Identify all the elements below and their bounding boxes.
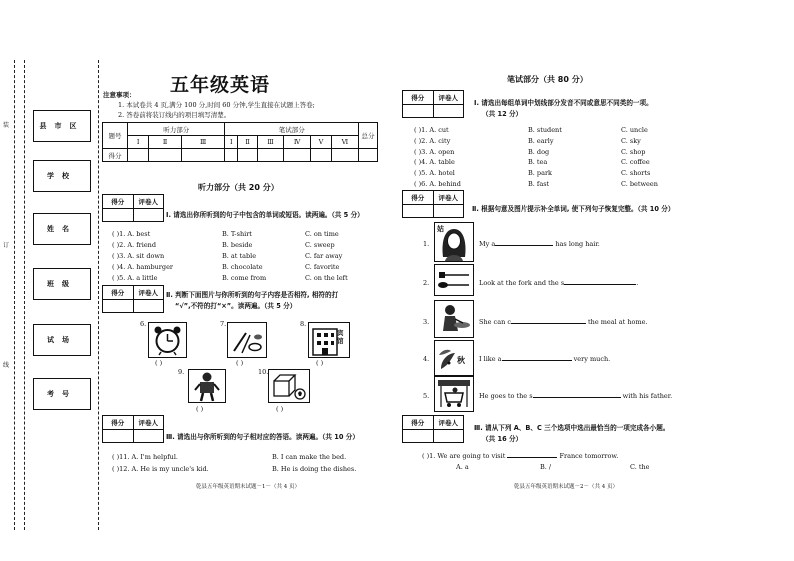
list-item: ( )4. A. hamburger bbox=[112, 263, 174, 271]
score-box: 得分 评卷人 bbox=[102, 415, 164, 443]
list-item: ( )5. A. hotel bbox=[414, 169, 455, 177]
list-item: ( )11. A. I'm helpful. bbox=[112, 453, 178, 461]
cut-label: 线 bbox=[3, 362, 10, 369]
note-1: 1. 本试卷共 4 页,满分 100 分,时间 60 分钟,学生直接在试题上答卷; bbox=[118, 101, 315, 109]
score-box: 得分 评卷人 bbox=[102, 194, 164, 222]
score-table: 题号 听力部分 笔试部分 总分 Ⅰ Ⅱ Ⅲ Ⅰ Ⅱ Ⅲ Ⅳ Ⅴ Ⅵ 得分 bbox=[102, 122, 378, 162]
writing-header: 笔试部分（共 80 分） bbox=[507, 75, 588, 84]
list-item: ( )2. A. city bbox=[414, 137, 451, 145]
blank[interactable] bbox=[495, 245, 553, 246]
answer-paren[interactable]: ( ) bbox=[276, 405, 284, 413]
listening-header: 听力部分（共 20 分） bbox=[198, 183, 279, 192]
fill-sentence: He goes to the s with his father. bbox=[479, 392, 673, 400]
supermarket-picture bbox=[434, 376, 474, 412]
box-and-ball-picture bbox=[268, 369, 310, 403]
aunt-picture: 姑 bbox=[434, 222, 474, 262]
field-name[interactable]: 姓名 bbox=[33, 213, 91, 245]
answer-paren[interactable]: ( ) bbox=[155, 359, 163, 367]
cut-label: 装 bbox=[3, 122, 10, 129]
blank[interactable] bbox=[533, 397, 621, 398]
section-instruction: Ⅰ. 请选出每组单词中划线部分发音不同或意思不同类的一项。 bbox=[474, 99, 653, 107]
section-instruction: Ⅱ. 根据句意及图片提示补全单词, 使下列句子恢复完整。（共 10 分） bbox=[472, 205, 675, 213]
field-exam-no[interactable]: 考号 bbox=[33, 378, 91, 410]
row-label-score: 得分 bbox=[103, 149, 128, 162]
fill-sentence: Look at the fork and the s . bbox=[479, 279, 639, 287]
fill-sentence: She can c the meal at home. bbox=[479, 318, 648, 326]
shopping-cart-icon bbox=[435, 377, 473, 411]
boy-icon bbox=[189, 370, 225, 402]
autumn-picture: 秋 bbox=[434, 340, 474, 376]
list-item: ( )3. A. open bbox=[414, 148, 455, 156]
autumn-leaf-icon bbox=[435, 341, 473, 375]
blank[interactable] bbox=[502, 360, 572, 361]
field-room[interactable]: 试场 bbox=[33, 324, 91, 356]
list-item: ( )1. A. best bbox=[112, 230, 151, 238]
fork-and-spoon-picture bbox=[434, 264, 474, 296]
section-instruction: Ⅲ. 请从下列 A、B、C 三个选项中选出最恰当的一项完成各小题。 bbox=[474, 424, 670, 432]
answer-paren[interactable]: ( ) bbox=[236, 359, 244, 367]
page-title: 五年级英语 bbox=[170, 74, 271, 96]
hotel-picture bbox=[308, 322, 350, 358]
section-instruction: Ⅲ. 请选出与你所听到的句子相对应的答语。读两遍。（共 10 分） bbox=[166, 433, 359, 441]
cook-icon bbox=[435, 301, 473, 337]
section-points: （共 12 分） bbox=[482, 110, 523, 118]
boy-picture bbox=[188, 369, 226, 403]
answer-paren[interactable]: ( ) bbox=[196, 405, 204, 413]
list-item: ( )1. A. cut bbox=[414, 126, 449, 134]
cut-label: 订 bbox=[3, 242, 10, 249]
list-item: ( )3. A. sit down bbox=[112, 252, 165, 260]
total-label: 总分 bbox=[359, 123, 378, 149]
blank[interactable] bbox=[564, 284, 636, 285]
clock-icon bbox=[149, 323, 186, 357]
list-item: ( )1. We are going to visit France tomorrow. bbox=[422, 452, 619, 460]
score-box: 得分 评卷人 bbox=[102, 285, 164, 313]
page-footer: 乾县五年级英语期末试题－2－（共 4 页） bbox=[514, 484, 618, 490]
row-label-number: 题号 bbox=[103, 123, 128, 149]
notes-title: 注意事项： bbox=[103, 91, 136, 99]
blank[interactable] bbox=[507, 457, 557, 458]
group-writing: 笔试部分 bbox=[225, 123, 359, 136]
page-footer: 乾县五年级英语期末试题－1－（共 4 页） bbox=[196, 484, 300, 490]
field-class[interactable]: 班级 bbox=[33, 268, 91, 300]
scissors-icon bbox=[228, 323, 266, 357]
cooking-picture bbox=[434, 300, 474, 338]
alarm-clock-picture bbox=[148, 322, 187, 358]
scissors-picture bbox=[227, 322, 267, 358]
field-school[interactable]: 学校 bbox=[33, 160, 91, 192]
box-ball-icon bbox=[269, 370, 309, 402]
score-box: 得分 评卷人 bbox=[402, 415, 464, 443]
section-points: （共 16 分） bbox=[482, 435, 523, 443]
list-item: ( )12. A. He is my uncle's kid. bbox=[112, 465, 209, 473]
score-box: 得分 评卷人 bbox=[402, 190, 464, 218]
list-item: ( )2. A. friend bbox=[112, 241, 157, 249]
answer-paren[interactable]: ( ) bbox=[316, 359, 324, 367]
fill-sentence: My a has long hair. bbox=[479, 240, 600, 248]
group-listening: 听力部分 bbox=[128, 123, 225, 136]
field-county[interactable]: 县市区 bbox=[33, 110, 91, 142]
score-box: 得分 评卷人 bbox=[402, 90, 464, 118]
blank[interactable] bbox=[511, 323, 586, 324]
section-instruction: Ⅰ. 请选出你所听到的句子中包含的单词或短语。读两遍。（共 5 分） bbox=[166, 211, 364, 219]
section-instruction: “√”,不符的打“×”。读两遍。（共 5 分） bbox=[175, 302, 297, 310]
list-item: ( )5. A. a little bbox=[112, 274, 158, 282]
list-item: ( )6. A. behind bbox=[414, 180, 461, 188]
list-item: ( )4. A. table bbox=[414, 158, 455, 166]
fill-sentence: I like a very much. bbox=[479, 355, 611, 363]
note-2: 2. 答卷前将装订线内的项目填写清楚。 bbox=[118, 111, 231, 119]
section-instruction: Ⅱ. 判断下面图片与你所听到的句子内容是否相符, 相符的打 bbox=[166, 291, 339, 299]
hotel-sign: 宾馆 bbox=[337, 329, 344, 345]
cutlery-icon bbox=[435, 265, 473, 295]
